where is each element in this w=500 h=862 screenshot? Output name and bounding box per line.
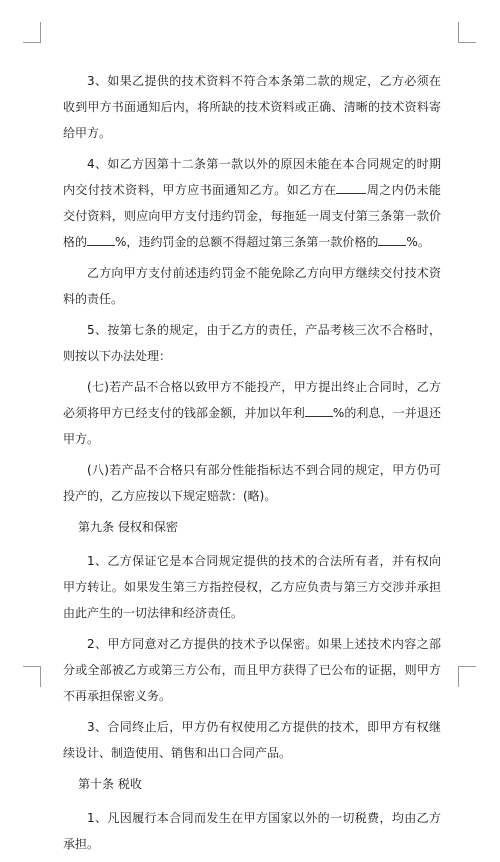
document-body — [63, 68, 441, 862]
paragraph-clause-8-4 — [63, 151, 441, 255]
paragraph-clause-9-1: 1、乙方保证它是本合同规定提供的技术的合法所有者，并有权向甲方转让。如果发生第三方指控侵权，乙方应负责与第三方交涉并承担由此产生的一切法律和经济责任。 — [63, 554, 441, 620]
paragraph-clause-8-5: 5、按第七条的规定，由于乙方的责任，产品考核三次不合格时，则按以下办法处理： — [63, 323, 441, 363]
paragraph-clause-10-1: 1、凡因履行本合同而发生在甲方国家以外的一切税费，均由乙方承担。 — [63, 811, 441, 851]
blank-field[interactable] — [87, 235, 115, 246]
paragraph-penalty-note: 乙方向甲方支付前述违约罚金不能免除乙方向甲方继续交付技术资料的责任。 — [63, 266, 441, 306]
paragraph-segment: 4、如乙方因第十二条第一款以外的原因未能在本合同规定的时期内交付技术资料，甲方应书面通知乙方。如乙方在 — [63, 157, 441, 197]
paragraph-clause-9-2: 2、甲方同意对乙方提供的技术予以保密。如果上述技术内容之部分或全部被乙方或第三方公布，而且甲方获得了已公布的证据，则甲方不再承担保密义务。 — [63, 637, 441, 703]
paragraph-segment: %的利息，一并退还甲方。 — [63, 406, 441, 446]
paragraph-segment: %，违约罚金的总额不得超过第三条第一款价格的 — [115, 235, 379, 249]
section-heading-article-9: 第九条 侵权和保密 — [78, 520, 178, 534]
paragraph-item-8: (八)若产品不合格只有部分性能指标达不到合同的规定，甲方仍可投产的，乙方应按以下规定赔款：(略)。 — [63, 463, 441, 503]
paragraph-segment: %。 — [406, 235, 430, 249]
blank-field[interactable] — [378, 235, 406, 246]
crop-mark-top-left-h — [23, 42, 41, 43]
paragraph-clause-9-3: 3、合同终止后，甲方仍有权使用乙方提供的技术，即甲方有权继续设计、制造使用、销售和出口合同产品。 — [63, 720, 441, 760]
section-heading-article-10: 第十条 税收 — [78, 777, 142, 791]
crop-mark-bottom-left-h — [23, 666, 41, 667]
crop-mark-top-right — [458, 22, 459, 43]
paragraph-clause-8-3: 3、如果乙提供的技术资料不符合本条第二款的规定，乙方必须在收到甲方书面通知后内，将所缺的技术资料或正确、清晰的技术资料寄给甲方。 — [63, 74, 441, 140]
blank-field[interactable] — [336, 183, 366, 194]
paragraph-segment: (七)若产品不合格以致甲方不能投产，甲方提出终止合同时，乙方必须将甲方已经支付的钱部金额，并加以年利 — [63, 380, 441, 420]
crop-mark-bottom-right — [458, 666, 459, 687]
crop-mark-top-right-h — [458, 42, 476, 43]
blank-field[interactable] — [305, 406, 333, 417]
crop-mark-bottom-right-h — [458, 666, 476, 667]
crop-mark-bottom-left — [40, 666, 41, 687]
paragraph-segment: 周之内仍未能交付资料，则应向甲方支付违约罚金，每拖延一周支付第三条第一款价格的 — [63, 183, 441, 249]
crop-mark-top-left — [40, 22, 41, 43]
paragraph-item-7 — [63, 374, 441, 452]
